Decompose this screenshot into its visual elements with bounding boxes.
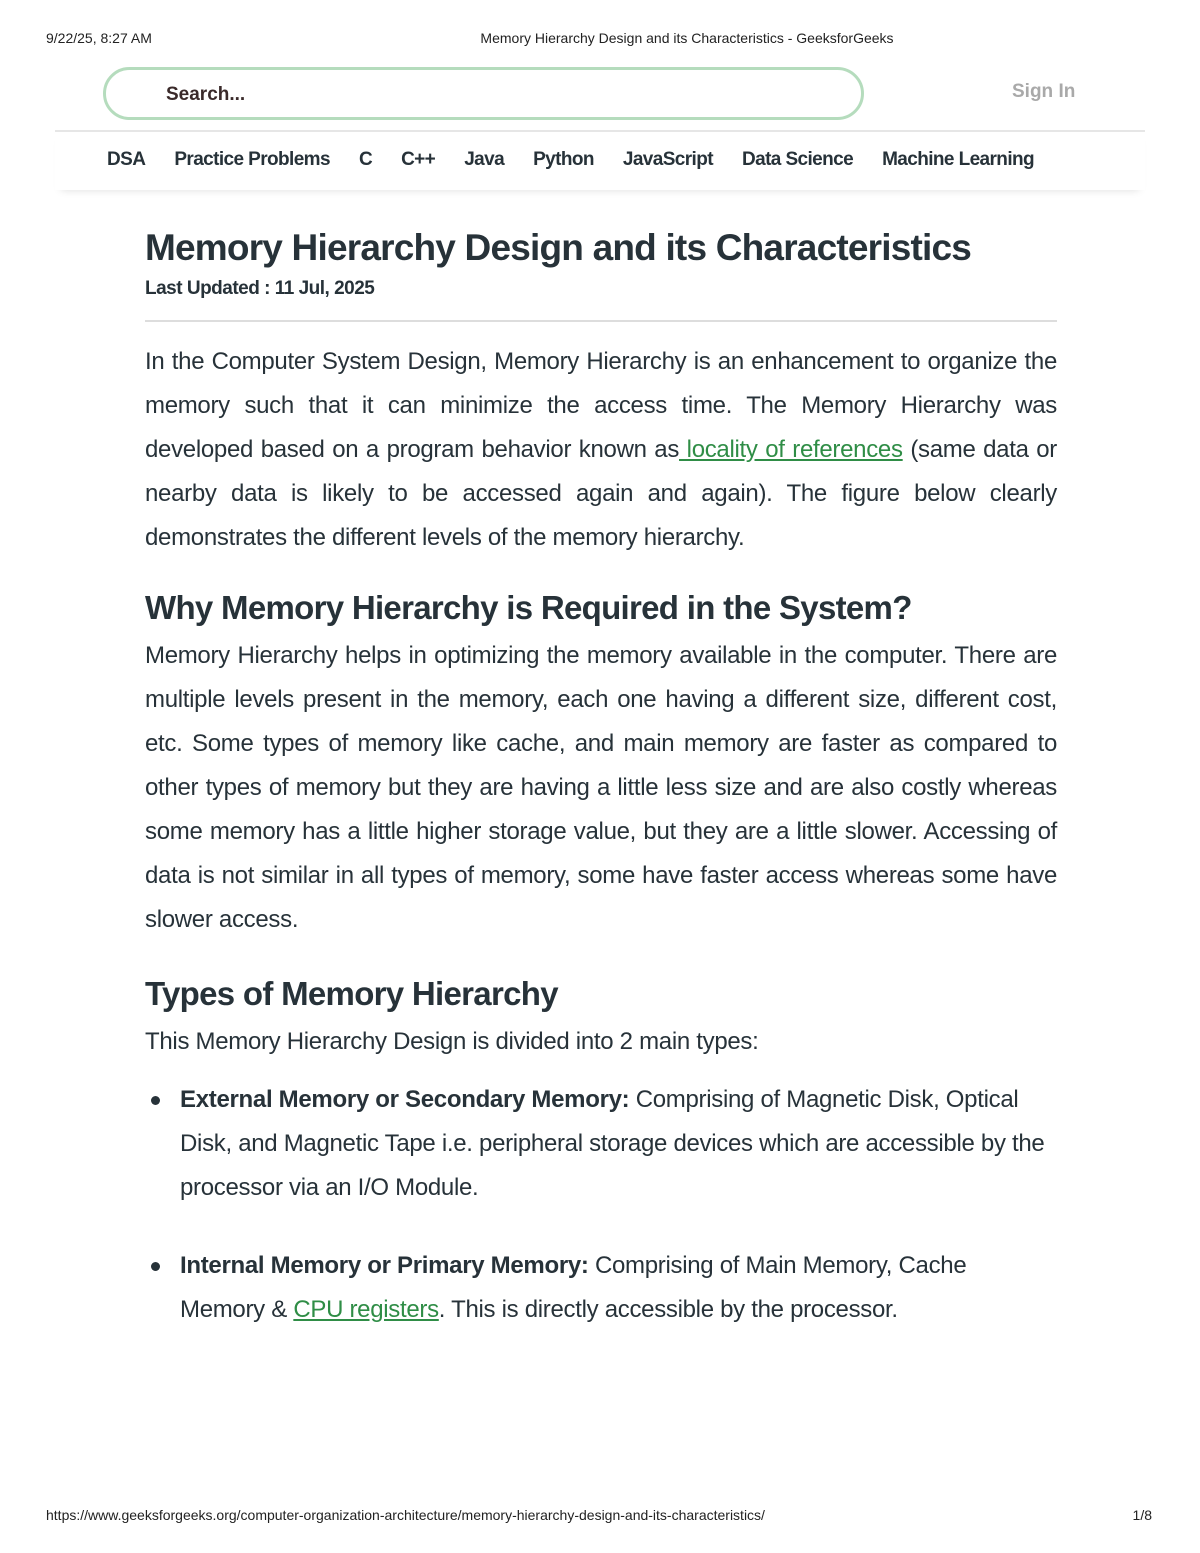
- locality-link[interactable]: locality of references: [679, 436, 903, 463]
- item-text: Comprising of Main Memory, Cache Memory &: [180, 1252, 967, 1323]
- search-placeholder: Search...: [166, 84, 246, 105]
- nav-item-data-science[interactable]: Data Science: [741, 149, 854, 170]
- article: [145, 224, 1057, 1366]
- search-input[interactable]: [103, 67, 864, 120]
- heading-types: Types of Memory Hierarchy: [145, 975, 558, 1012]
- item-term: Internal Memory or Primary Memory:: [180, 1252, 589, 1279]
- nav-item-c[interactable]: C: [358, 149, 373, 170]
- last-updated: Last Updated : 11 Jul, 2025: [145, 278, 375, 299]
- intro-text-2: (same data or nearby data is likely to be accessed again and again). The figure below clearly demonstrates the different levels of the memory hierarchy.: [145, 436, 1057, 551]
- intro-paragraph: [145, 340, 1057, 560]
- nav-item-ml[interactable]: Machine Learning: [882, 149, 1035, 170]
- page-title: Memory Hierarchy Design and its Characteristics: [145, 227, 972, 268]
- sign-in-link[interactable]: Sign In: [1012, 81, 1076, 102]
- item-text-2: . This is directly accessible by the processor.: [438, 1296, 898, 1323]
- nav-item-practice[interactable]: Practice Problems: [174, 149, 330, 170]
- divider: [145, 320, 1057, 322]
- nav-item-cpp[interactable]: C++: [401, 149, 436, 170]
- print-title: Memory Hierarchy Design and its Characteristics - GeeksforGeeks: [480, 30, 894, 46]
- cpu-registers-link[interactable]: CPU registers: [293, 1296, 439, 1323]
- nav-menu: [107, 149, 1063, 171]
- types-paragraph: This Memory Hierarchy Design is divided into 2 main types:: [145, 1028, 759, 1055]
- heading-why: Why Memory Hierarchy is Required in the System?: [145, 589, 912, 626]
- list-item: [145, 1078, 1057, 1210]
- nav-item-java[interactable]: Java: [464, 149, 505, 170]
- nav-item-dsa[interactable]: DSA: [107, 149, 146, 170]
- item-term: External Memory or Secondary Memory:: [180, 1086, 630, 1113]
- nav-item-javascript[interactable]: JavaScript: [622, 149, 713, 170]
- item-text: Comprising of Magnetic Disk, Optical Disk, and Magnetic Tape i.e. peripheral storage devices which are accessible by the processor via an I/O Module.: [180, 1086, 1045, 1201]
- intro-text: In the Computer System Design, Memory Hierarchy is an enhancement to organize the memory such that it can minimize the access time. The Memory Hierarchy was developed based on a program behavior known as: [145, 348, 1057, 463]
- page-number: 1/8: [1132, 1507, 1152, 1523]
- print-url: https://www.geeksforgeeks.org/computer-organization-architecture/memory-hierarchy-design-and-its-characteristics/: [46, 1507, 765, 1523]
- types-list: [145, 1078, 1057, 1332]
- print-date: 9/22/25, 8:27 AM: [46, 30, 152, 46]
- nav-item-python[interactable]: Python: [533, 149, 594, 170]
- why-paragraph: Memory Hierarchy helps in optimizing the memory available in the computer. There are multiple levels present in the memory, each one having a different size, different cost, etc. Some types of memory like cache, and main memory are faster as compared to other types of memory but they are having a little less size and are also costly whereas some memory has a little higher storage value, but they are a little slower. Accessing of data is not similar in all types of memory, some have faster access whereas some have slower access.: [145, 642, 1057, 933]
- list-item: [145, 1244, 1057, 1332]
